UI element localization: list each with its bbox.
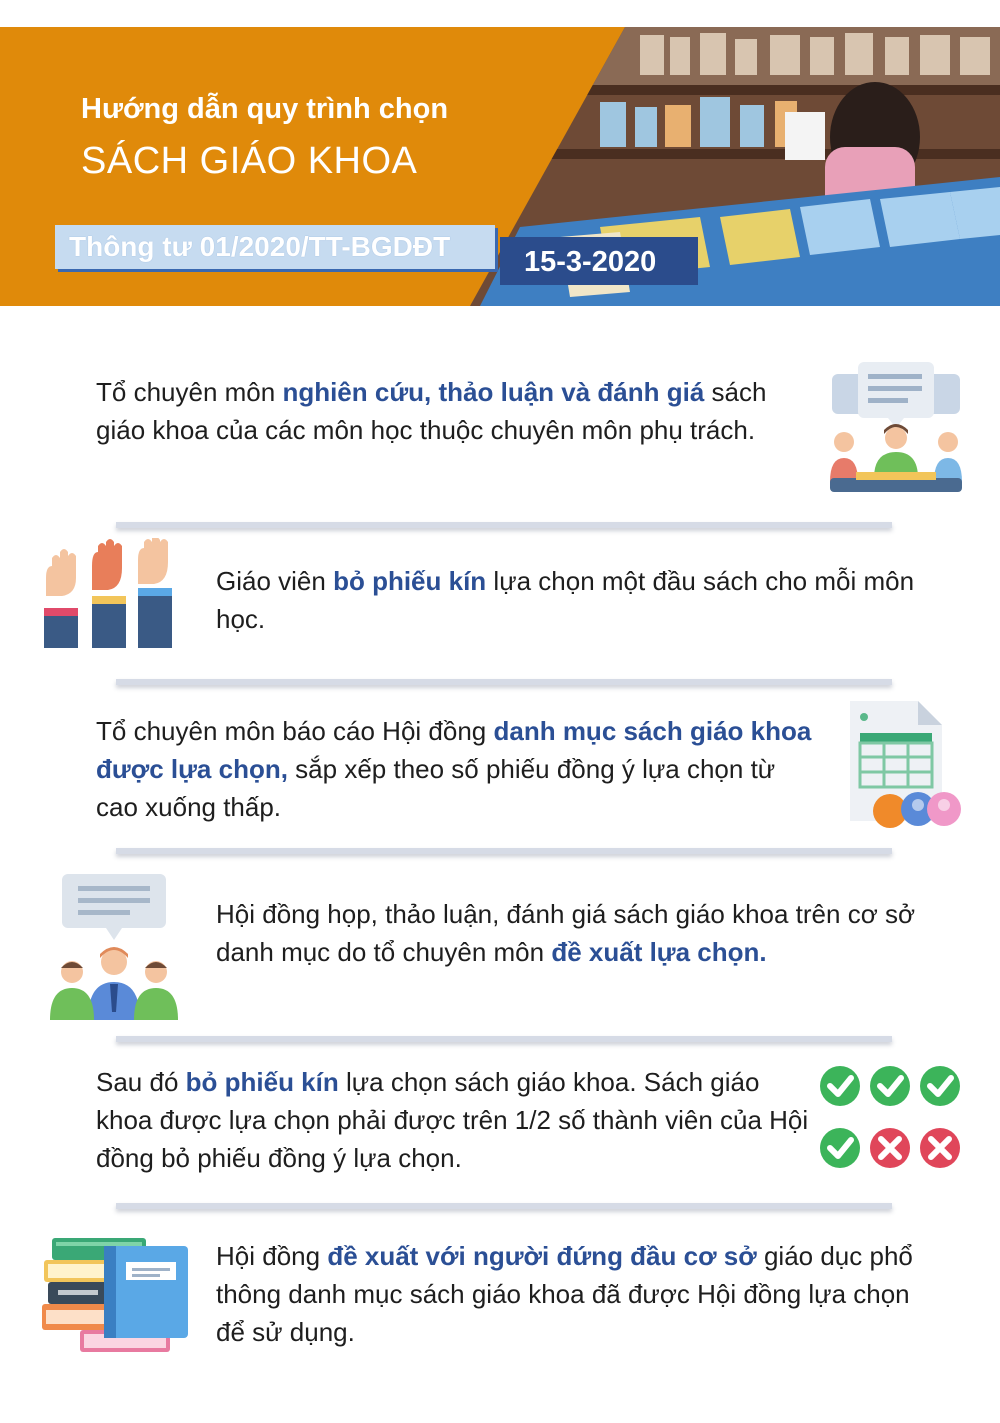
step-3	[96, 712, 816, 826]
check-icon	[820, 1066, 860, 1106]
step-2-post: lựa chọn một đầu sách cho mỗi môn học.	[216, 566, 915, 634]
step-6-pre: Hội đồng	[216, 1241, 328, 1271]
step-4-pre: Hội đồng họp, thảo luận, đánh giá sách giáo khoa trên cơ sở danh mục do tổ chuyên môn	[216, 899, 916, 967]
step-1-highlight: nghiên cứu, thảo luận và đánh giá	[282, 377, 705, 407]
vote-result-icon	[818, 1062, 962, 1174]
check-icon	[870, 1066, 910, 1106]
step-5-post: lựa chọn sách giáo khoa. Sách giáo khoa được lựa chọn phải được trên 1/2 số thành viên của Hội đồng bỏ phiếu đồng ý lựa chọn.	[96, 1067, 809, 1173]
check-icon	[820, 1128, 860, 1168]
step-3-post: sắp xếp theo số phiếu đồng ý lựa chọn từ cao xuống thấp.	[96, 754, 776, 822]
circular-badge	[55, 225, 495, 269]
circular-label: Thông tư 01/2020/TT-BGDĐT	[69, 231, 451, 262]
step-2	[216, 562, 936, 638]
team-discussion-icon	[826, 360, 966, 502]
separator-3	[116, 848, 892, 854]
step-5-pre: Sau đó	[96, 1067, 186, 1097]
step-3-highlight: danh mục sách giáo khoa được lựa chọn,	[96, 716, 812, 784]
step-6-post: giáo dục phổ thông danh mục sách giáo khoa đã được Hội đồng lựa chọn để sử dụng.	[216, 1241, 913, 1347]
header-banner	[0, 27, 1000, 306]
step-5	[96, 1063, 812, 1177]
step-3-pre: Tổ chuyên môn báo cáo Hội đồng	[96, 716, 494, 746]
separator-4	[116, 1036, 892, 1042]
step-2-pre: Giáo viên	[216, 566, 334, 596]
step-6-highlight: đề xuất với người đứng đầu cơ sở	[327, 1241, 757, 1271]
step-6	[216, 1237, 936, 1351]
check-icon	[920, 1066, 960, 1106]
step-1	[96, 373, 816, 449]
books-stack-icon	[40, 1232, 192, 1356]
raised-hands-icon	[40, 538, 180, 652]
separator-1	[116, 522, 892, 528]
date-label: 15-3-2020	[524, 246, 657, 278]
council-meeting-icon	[48, 872, 180, 1022]
title-line-1: Hướng dẫn quy trình chọn	[81, 93, 449, 125]
step-5-highlight: bỏ phiếu kín	[185, 1067, 339, 1097]
step-4-highlight: đề xuất lựa chọn.	[551, 937, 767, 967]
step-2-highlight: bỏ phiếu kín	[333, 566, 487, 596]
separator-5	[116, 1203, 892, 1209]
step-1-post: sách giáo khoa của các môn học thuộc chuyên môn phụ trách.	[96, 377, 767, 445]
cross-icon	[920, 1128, 960, 1168]
separator-2	[116, 679, 892, 685]
spreadsheet-report-icon	[846, 697, 966, 833]
step-1-pre: Tổ chuyên môn	[96, 377, 283, 407]
title-line-2: SÁCH GIÁO KHOA	[81, 140, 418, 182]
date-badge	[500, 237, 698, 285]
step-4	[216, 895, 936, 971]
cross-icon	[870, 1128, 910, 1168]
